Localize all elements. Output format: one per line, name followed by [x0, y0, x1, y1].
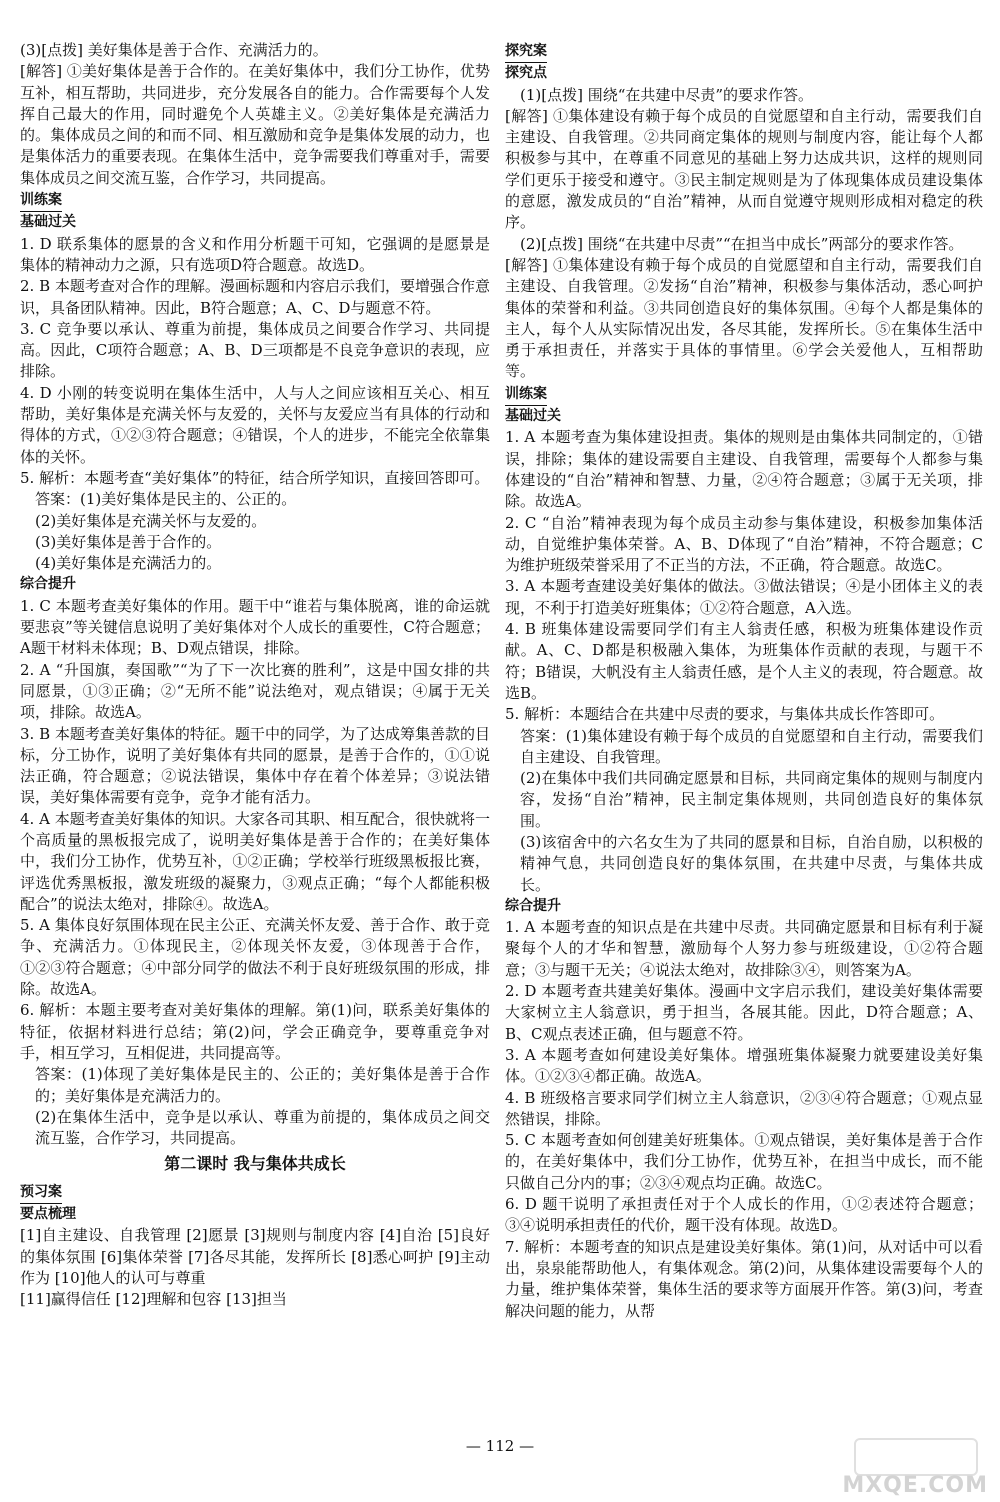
question-1: 1. D 联系集体的愿景的含义和作用分析题干可知，它强调的是愿景是集体的精神动力之源，只有选项D符合题意。故选D。	[20, 234, 490, 274]
watermark-logo	[838, 1438, 988, 1496]
subsection-basic: 基础过关	[20, 214, 76, 231]
comp-right-2: 2. D 本题考查共建美好集体。漫画中文字启示我们，建设美好集体需要大家树立主人翁意识，勇于担当，各展其能。因此，D符合题意；A、B、C观点表述正确，但与题意不符。	[505, 982, 983, 1043]
section-training: 训练案	[20, 190, 62, 212]
subsection-comprehensive-right: 综合提升	[505, 897, 561, 914]
question-5-answer-3: (3)美好集体是善于合作的。	[35, 532, 222, 551]
watermark-seal-icon	[854, 1438, 978, 1476]
basic-5-answer-1: 答案：(1)集体建设有赖于每个成员的自觉愿望和自主行动，需要我们自主建设、自我管理。	[520, 726, 983, 766]
comprehensive-5: 5. A 集体良好氛围体现在民主公正、充满关怀友爱、善于合作、敢于竞争、充满活力。①体现民主，②体现关怀友爱，③体现善于合作，①②③符合题意；④中部分同学的做法不利于良好班级氛围的形成，排除。故选A。	[20, 916, 490, 999]
explore-1-answer: [解答] ①集体建设有赖于每个成员的自觉愿望和自主行动，需要我们自主建设、自我管理。②共同商定集体的规则与制度内容，能让每个人都积极参与其中，在尊重不同意见的基础上努力达成共识，这样的规则同学们更乐于接受和遵守。③民主制定规则是为了体现集体成员建设集体的意愿，激发成员的“自治”精神，从而自觉遵守规则形成相对稳定的秩序。	[505, 106, 983, 232]
comprehensive-6: 6. 解析：本题主要考查对美好集体的理解。第(1)问，联系美好集体的特征，依据材料进行总结；第(2)问，学会正确竞争，要尊重竞争对手，相互学习，互相促进，共同提高等。	[20, 1001, 490, 1062]
basic-5-answer-3: (3)该宿舍中的六名女生为了共同的愿景和目标，自治自励，以积极的精神气息，共同创造良好的集体氛围，在共建中尽责，与集体共成长。	[520, 832, 983, 894]
question-4: 4. D 小刚的转变说明在集体生活中，人与人之间应该相互关心、相互帮助，美好集体是充满关怀与友爱的，关怀与友爱应当有具体的行动和得体的方式，①②③符合题意；④错误，个人的进步，不能完全依靠集体的关怀。	[20, 383, 490, 466]
outline-line-2: [11]赢得信任 [12]理解和包容 [13]担当	[20, 1290, 287, 1309]
explore-2-hint: (2)[点拨] 围绕“在共建中尽责”“在担当中成长”两部分的要求作答。	[520, 234, 964, 253]
comp-right-3: 3. A 本题考查如何建设美好集体。增强班集体凝聚力就要建设美好集体。①②③④都正确。故选A。	[505, 1045, 983, 1086]
subsection-basic-right: 基础过关	[505, 408, 561, 425]
comprehensive-3: 3. B 本题考查美好集体的特征。题干中的同学，为了达成筹集善款的目标，分工协作，说明了美好集体有共同的愿景，是善于合作的，①①说法正确，符合题意；②说法错误，集体中存在着个体差异；③说法错误，美好集体需要有竞争，竞争才能有活力。	[20, 724, 490, 807]
comp-right-6: 6. D 题干说明了承担责任对于个人成长的作用，①②表述符合题意；③④说明承担责任的代价，题干没有体现。故选D。	[505, 1195, 983, 1235]
section-preview: 预习案	[20, 1182, 62, 1204]
comprehensive-4: 4. A 本题考查美好集体的知识。大家各司其职、相互配合，很快就将一个高质量的黑板报完成了，说明美好集体是善于合作的；在美好集体中，我们分工协作，优势互补，①②正确；学校举行班级黑板报比赛，评选优秀黑板报，激发班级的凝聚力，③观点正确；“每个人都能积极配合”的说法太绝对，排除④。故选A。	[20, 809, 490, 913]
left-column	[20, 40, 490, 1311]
subsection-comprehensive: 综合提升	[20, 576, 76, 593]
question-5: 5. 解析：本题考查“美好集体”的特征，结合所学知识，直接回答即可。	[20, 468, 490, 487]
comp-right-5: 5. C 本题考查如何创建美好班集体。①观点错误，美好集体是善于合作的，在美好集体中，我们分工协作，优势互补，在担当中成长，而不能只做自己分内的事；②③④观点均正确。故选C。	[505, 1131, 983, 1192]
comprehensive-1: 1. C 本题考查美好集体的作用。题干中“谁若与集体脱离，谁的命运就要悲哀”等关键信息说明了美好集体对个人成长的重要性，C符合题意；A题干材料未体现；B、D观点错误，排除。	[20, 596, 490, 658]
page-number: — 112 —	[465, 1437, 535, 1455]
section-explore: 探究案	[505, 41, 547, 63]
question-3: 3. C 竞争要以承认、尊重为前提，集体成员之间要合作学习、共同提高。因此，C项符合题意；A、B、D三项都是不良竞争意识的表现，应排除。	[20, 319, 490, 381]
explore-2-answer: [解答] ①集体建设有赖于每个成员的自觉愿望和自主行动，需要我们自主建设、自我管理。②发扬“自治”精神，积极参与集体活动，悉心呵护集体的荣誉和利益。③共同创造良好的集体氛围。④每个人都是集体的主人，每个人从实际情况出发，各尽其能，发挥所长。⑤在集体生活中勇于承担责任，并落实于具体的事情里。⑥学会关爱他人，互相帮助等。	[505, 255, 983, 381]
basic-3: 3. A 本题考查建设美好集体的做法。③做法错误；④是小团体主义的表现，不利于打造美好班集体；①②符合题意，A入选。	[505, 577, 983, 617]
question-2: 2. B 本题考查对合作的理解。漫画标题和内容启示我们，要增强合作意识，具备团队精神。因此，B符合题意；A、C、D与题意不符。	[20, 277, 490, 317]
intro-answer: [解答] ①美好集体是善于合作的。在美好集体中，我们分工协作，优势互补，相互帮助，共同进步，充分发展各自的能力。合作需要每个人发挥自己最大的作用，同时避免个人英雄主义。②美好集体是充满活力的。集体成员之间的和而不同、相互激励和竞争是集体发展的动力，也是集体活力的重要表现。在集体生活中，竞争需要我们尊重对手，需要集体成员之间交流互鉴，合作学习，共同提高。	[20, 62, 490, 187]
intro-hint: (3)[点拨] 美好集体是善于合作、充满活力的。	[20, 41, 328, 59]
basic-5-answer-2: (2)在集体中我们共同确定愿景和目标，共同商定集体的规则与制度内容，发扬“自治”精神，民主制定集体规则，共同创造良好的集体氛围。	[520, 769, 983, 830]
comp-right-7: 7. 解析：本题考查的知识点是建设美好集体。第(1)问，从对话中可以看出，泉泉能帮助他人，有集体观念。第(2)问，从集体建设需要每个人的力量，维护集体荣誉，集体生活的要求等方面展开作答。第(3)问，考查解决问题的能力，从帮	[505, 1237, 983, 1320]
right-column	[505, 40, 983, 1322]
question-5-answer-4: (4)美好集体是充满活力的。	[35, 554, 222, 573]
basic-4: 4. B 班集体建设需要同学们有主人翁责任感，积极为班集体建设作贡献。A、C、D都是积极融入集体，为班集体作贡献的表现，与题干不符；B错误，大帆没有主人翁责任感，是个人主义的表现，符合题意。故选B。	[505, 620, 983, 702]
subsection-outline: 要点梳理	[20, 1206, 76, 1223]
comp-right-4: 4. B 班级格言要求同学们树立主人翁意识，②③④符合题意；①观点显然错误，排除。	[505, 1088, 983, 1128]
basic-5: 5. 解析：本题结合在共建中尽责的要求，与集体共成长作答即可。	[505, 705, 945, 724]
comprehensive-6-answer-1: 答案：(1)体现了美好集体是民主的、公正的；美好集体是善于合作的；美好集体是充满活力的。	[35, 1065, 490, 1105]
explore-1-hint: (1)[点拨] 围绕“在共建中尽责”的要求作答。	[520, 85, 814, 104]
section-training-right: 训练案	[505, 384, 547, 406]
outline-line-1: [1]自主建设、自我管理 [2]愿景 [3]规则与制度内容 [4]自治 [5]良好的集体氛围 [6]集体荣誉 [7]各尽其能，发挥所长 [8]悉心呵护 [9]主动作为 [10]他人的认可与尊重	[20, 1226, 490, 1287]
comprehensive-2: 2. A “升国旗，奏国歌”“为了下一次比赛的胜利”，这是中国女排的共同愿景，①③正确；②“无所不能”说法绝对，观点错误；④属于无关项，排除。故选A。	[20, 660, 490, 722]
comp-right-1: 1. A 本题考查的知识点是在共建中尽责。共同确定愿景和目标有利于凝聚每个人的才华和智慧，激励每个人努力参与班级建设，①②符合题意；③与题干无关；④说法太绝对，故排除③④，则答案为A。	[505, 918, 983, 979]
question-5-answer-2: (2)美好集体是充满关怀与友爱的。	[35, 511, 267, 530]
basic-2: 2. C “自治”精神表现为每个成员主动参与集体建设，积极参加集体活动，自觉维护集体荣誉。A、B、D体现了“自治”精神，不符合题意；C为维护班级荣誉采用了不正当的方法，不正确，符合题意。故选C。	[505, 513, 983, 575]
basic-1: 1. A 本题考查为集体建设担责。集体的规则是由集体共同制定的，①错误，排除；集体的建设需要自主建设、自我管理，需要每个人都参与集体建设的“自治”精神和智慧、力量，②④符合题意；③属于无关项，排除。故选A。	[505, 428, 983, 511]
lesson-title: 第二课时 我与集体共成长	[164, 1154, 346, 1174]
comprehensive-6-answer-2: (2)在集体生活中，竞争是以承认、尊重为前提的，集体成员之间交流互鉴，合作学习，共同提高。	[35, 1107, 490, 1148]
subsection-explore-point: 探究点	[505, 65, 547, 82]
question-5-answer-1: 答案：(1)美好集体是民主的、公正的。	[35, 490, 297, 509]
watermark-text: MXQE.COM	[842, 1472, 988, 1498]
